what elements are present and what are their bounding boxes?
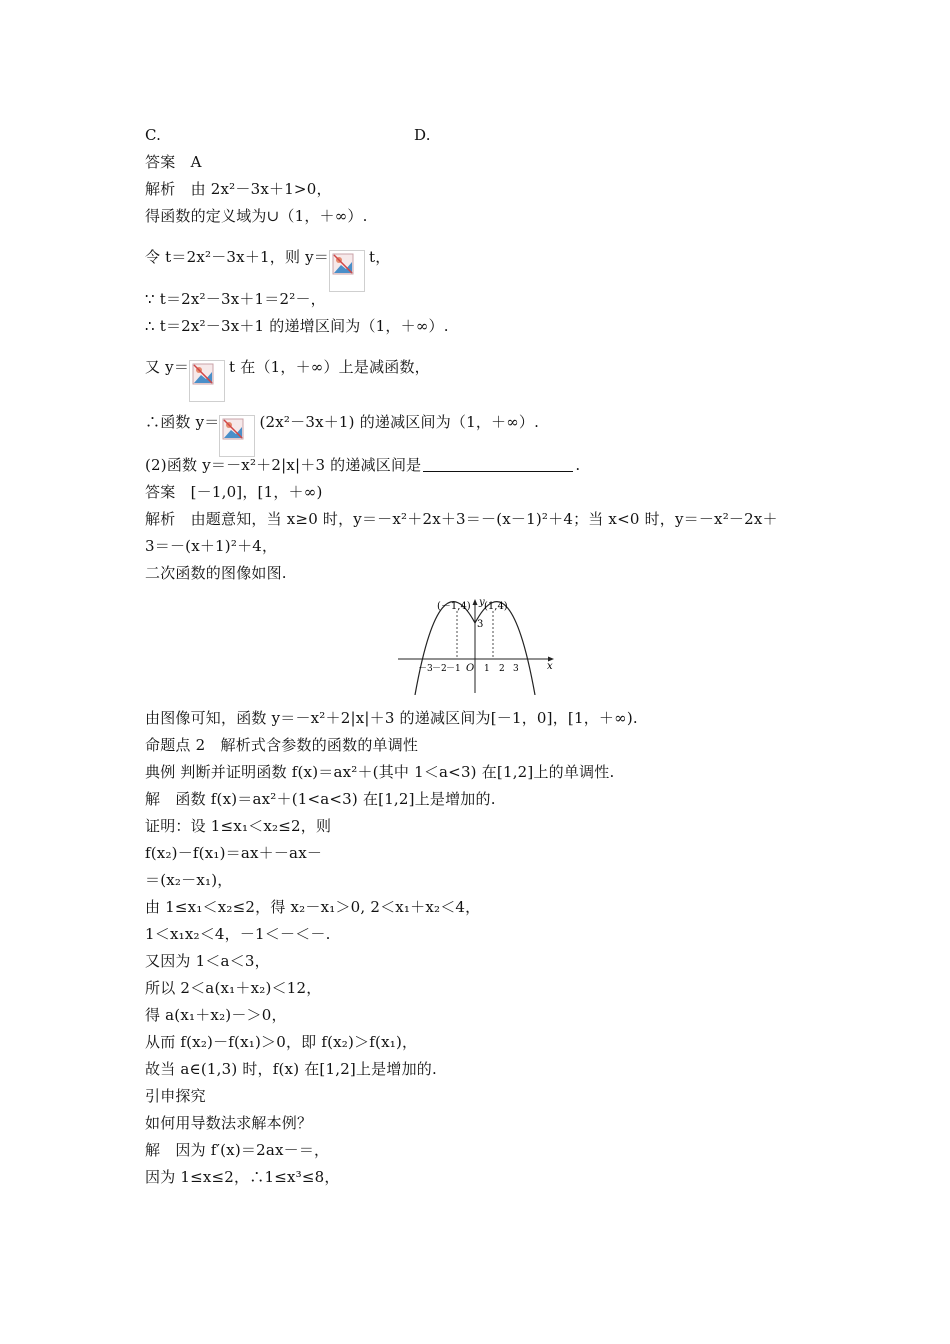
increasing-interval-line: ∴ t＝2x²－3x＋1 的递增区间为（1，＋∞）. <box>145 317 449 335</box>
tick-label: －2 <box>432 664 447 674</box>
question-2-line: (2)函数 y＝－x²＋2|x|＋3 的递减区间是 . <box>145 456 581 474</box>
tick-label: 1 <box>484 664 490 674</box>
tick-label: －1 <box>446 664 461 674</box>
analysis-line: 解析 由 2x²－3x＋1>0， <box>145 180 332 198</box>
graph-caption-line: 二次函数的图像如图. <box>145 564 287 582</box>
tick-label: －3 <box>418 664 433 674</box>
substitution-line: 令 t＝2x²－3x＋1，则 y＝ t， <box>145 246 390 268</box>
completing-square-line: ∵ t＝2x²－3x＋1＝2²－， <box>145 290 326 308</box>
broken-image-icon <box>189 360 225 402</box>
analysis-2-cont-line: 3＝－(x＋1)²＋4， <box>145 537 278 555</box>
tick-label: 3 <box>513 664 519 674</box>
y-axis-arrow <box>473 599 478 605</box>
derivative-line: 解 因为 f′(x)＝2ax－＝， <box>145 1141 330 1159</box>
factored-line: ＝(x₂－x₁)， <box>145 871 233 889</box>
origin-label: O <box>466 663 475 674</box>
broken-image-icon <box>219 415 255 457</box>
extension-question: 如何用导数法求解本例？ <box>145 1114 313 1132</box>
tick-label: 2 <box>499 664 505 674</box>
difference-line: f(x₂)－f(x₁)＝ax＋－ax－ <box>145 844 323 862</box>
answer-2-line: 答案 [－1,0]，[1，＋∞) <box>145 483 323 501</box>
answer-blank <box>423 457 573 472</box>
extension-heading: 引申探究 <box>145 1087 206 1105</box>
proof-line: 证明：设 1≤x₁＜x₂≤2，则 <box>145 817 332 835</box>
example-line: 典例 判断并证明函数 f(x)＝ax²＋(其中 1＜a<3) 在[1,2]上的单调性. <box>145 763 615 781</box>
answer-line: 答案 A <box>145 153 202 171</box>
conclusion-line: ∴函数 y＝ (2x²－3x＋1) 的递减区间为（1，＋∞）. <box>145 411 539 433</box>
decreasing-function-line: 又 y＝ t 在（1，＋∞）上是减函数， <box>145 356 430 378</box>
parabola-graph <box>396 595 560 695</box>
sum-range-line: 所以 2＜a(x₁＋x₂)＜12， <box>145 979 322 997</box>
x-axis-label: x <box>547 661 553 672</box>
peak-right-label: (1,4) <box>484 601 508 612</box>
comparison-line: 从而 f(x₂)－f(x₁)＞0，即 f(x₂)＞f(x₁)， <box>145 1033 418 1051</box>
broken-image-icon <box>329 250 365 292</box>
graph-conclusion-line: 由图像可知，函数 y＝－x²＋2|x|＋3 的递减区间为[－1，0]，[1，＋∞). <box>145 709 638 727</box>
y-axis-label: y <box>479 597 485 608</box>
range-line: 由 1≤x₁＜x₂≤2，得 x₂－x₁＞0, 2＜x₁＋x₂＜4， <box>145 898 481 916</box>
y-intercept-label: 3 <box>477 619 484 630</box>
option-c: C. <box>145 126 162 144</box>
analysis-2-line: 解析 由题意知，当 x≥0 时，y＝－x²＋2x＋3＝－(x－1)²＋4；当 x<0 时，y＝－x²－2x＋ <box>145 510 778 528</box>
section-heading: 命题点 2 解析式含参数的函数的单调性 <box>145 736 419 754</box>
option-d: D. <box>414 126 431 144</box>
cube-range-line: 因为 1≤x≤2，∴1≤x³≤8， <box>145 1168 340 1186</box>
result-line: 故当 a∈(1,3) 时，f(x) 在[1,2]上是增加的. <box>145 1060 437 1078</box>
product-range-line: 1＜x₁x₂＜4，－1＜－＜－. <box>145 925 331 943</box>
positive-line: 得 a(x₁＋x₂)－＞0， <box>145 1006 287 1024</box>
solution-line: 解 函数 f(x)＝ax²＋(1<a<3) 在[1,2]上是增加的. <box>145 790 496 808</box>
a-range-line: 又因为 1＜a＜3， <box>145 952 270 970</box>
peak-left-label: (－1,4) <box>437 601 471 612</box>
domain-line: 得函数的定义域为∪（1，＋∞）. <box>145 207 368 225</box>
